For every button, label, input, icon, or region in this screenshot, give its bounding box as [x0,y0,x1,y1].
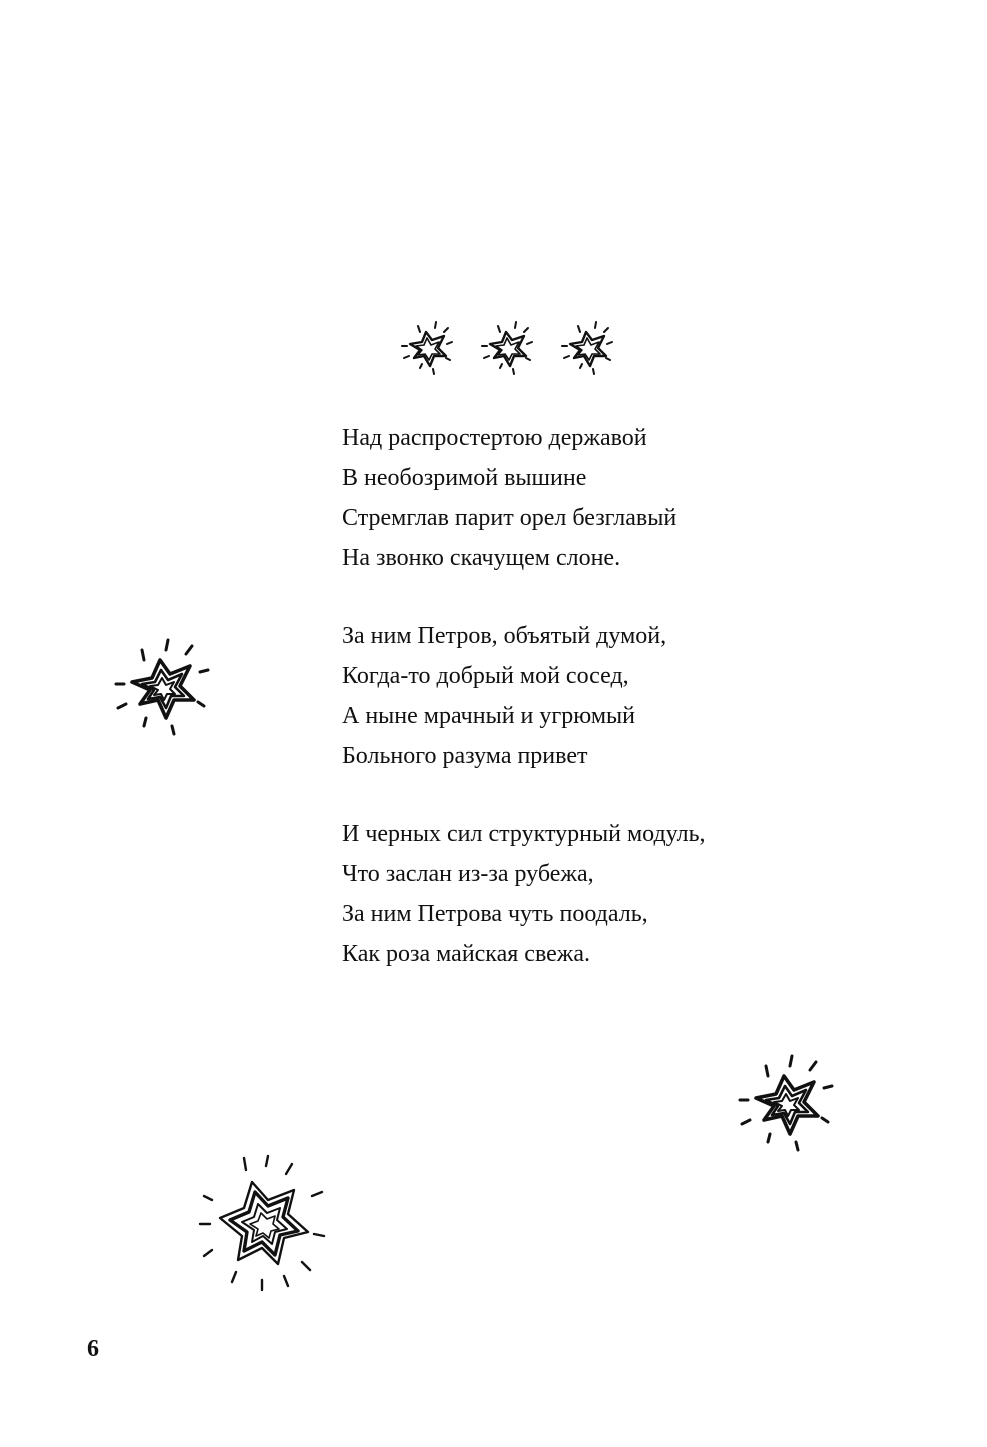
stanza-2 [342,616,862,776]
poem-line: На звонко скачущем слоне. [342,545,621,571]
page-number: 6 [87,1336,99,1362]
section-divider-stars [396,318,626,380]
stanza-1 [342,418,862,578]
poem-line: Больного разума привет [342,743,588,769]
doodle-star-icon [556,318,620,380]
poem-line: Что заслан из-за рубежа, [342,861,594,887]
poem [342,418,862,1012]
stanza-3 [342,814,862,974]
doodle-star-icon [192,1152,334,1296]
poem-line: Стремглав парит орел безглавый [342,505,677,531]
poem-line: И черных сил структурный модуль, [342,821,706,847]
doodle-star-icon [732,1052,844,1156]
poem-line: Когда-то добрый мой сосед, [342,663,629,689]
doodle-star-icon [476,318,540,380]
poem-line: В необозримой вышине [342,465,587,491]
poem-line: Как роза майская свежа. [342,941,591,967]
poem-line: За ним Петрова чуть поодаль, [342,901,648,927]
doodle-star-icon [396,318,460,380]
poem-line: А ныне мрачный и угрюмый [342,703,636,729]
poem-line: Над распростертою державой [342,425,647,451]
poem-line: За ним Петров, объятый думой, [342,623,667,649]
doodle-star-icon [108,636,220,740]
